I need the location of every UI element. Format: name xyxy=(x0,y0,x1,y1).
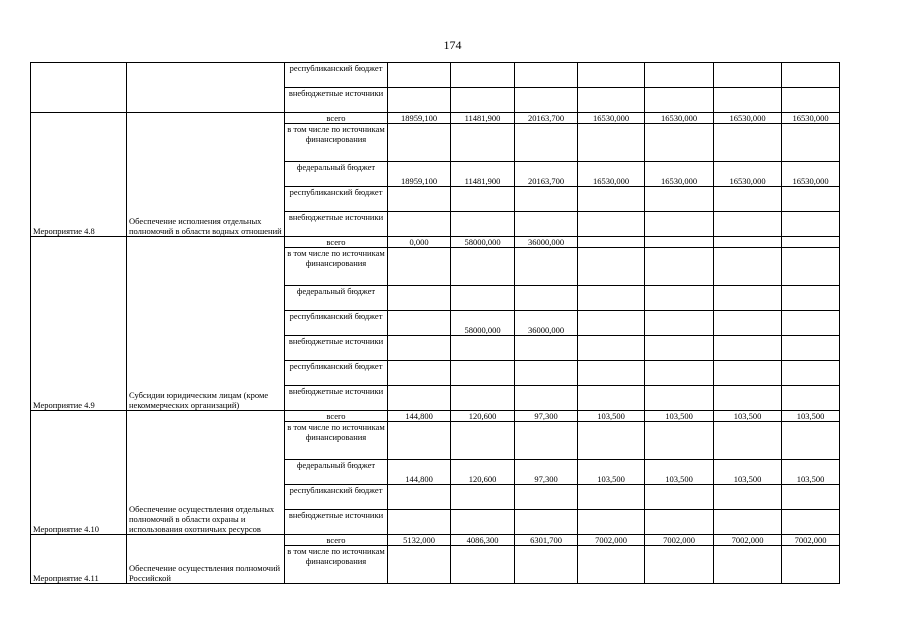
funding-source-cell: в том числе по источникам финансирования xyxy=(285,422,388,460)
value-cell xyxy=(578,510,645,535)
value-cell xyxy=(388,88,451,113)
value-cell: 0,000 xyxy=(388,237,451,248)
value-cell xyxy=(451,187,515,212)
funding-source-cell: в том числе по источникам финансирования xyxy=(285,124,388,162)
funding-source-cell: в том числе по источникам финансирования xyxy=(285,546,388,584)
value-cell: 4086,300 xyxy=(451,535,515,546)
value-cell: 58000,000 xyxy=(451,311,515,336)
value-cell: 7002,000 xyxy=(645,535,714,546)
value-cell xyxy=(645,63,714,88)
value-cell xyxy=(451,386,515,411)
value-cell: 16530,000 xyxy=(714,113,782,124)
value-cell xyxy=(714,88,782,113)
value-cell: 120,600 xyxy=(451,460,515,485)
value-cell xyxy=(782,88,840,113)
value-cell xyxy=(782,361,840,386)
value-cell xyxy=(388,361,451,386)
value-cell xyxy=(578,187,645,212)
value-cell xyxy=(714,237,782,248)
value-cell xyxy=(645,187,714,212)
value-cell xyxy=(515,212,578,237)
funding-source-cell: федеральный бюджет xyxy=(285,460,388,485)
value-cell xyxy=(782,422,840,460)
value-cell xyxy=(714,510,782,535)
value-cell xyxy=(782,546,840,584)
funding-source-cell: республиканский бюджет xyxy=(285,485,388,510)
value-cell xyxy=(515,510,578,535)
value-cell xyxy=(714,63,782,88)
funding-source-cell: внебюджетные источники xyxy=(285,88,388,113)
value-cell: 16530,000 xyxy=(714,162,782,187)
value-cell xyxy=(451,286,515,311)
value-cell xyxy=(782,485,840,510)
value-cell xyxy=(782,237,840,248)
value-cell xyxy=(578,311,645,336)
value-cell xyxy=(388,485,451,510)
value-cell xyxy=(515,336,578,361)
value-cell xyxy=(388,124,451,162)
value-cell xyxy=(645,212,714,237)
value-cell xyxy=(578,361,645,386)
value-cell xyxy=(645,248,714,286)
value-cell xyxy=(645,88,714,113)
value-cell: 7002,000 xyxy=(714,535,782,546)
value-cell xyxy=(451,510,515,535)
funding-source-cell: федеральный бюджет xyxy=(285,286,388,311)
value-cell xyxy=(515,248,578,286)
value-cell xyxy=(645,510,714,535)
value-cell: 103,500 xyxy=(645,460,714,485)
activity-cell xyxy=(31,63,127,113)
value-cell xyxy=(515,386,578,411)
value-cell xyxy=(714,361,782,386)
value-cell xyxy=(451,212,515,237)
budget-table xyxy=(30,62,840,584)
value-cell: 11481,900 xyxy=(451,113,515,124)
value-cell xyxy=(645,386,714,411)
value-cell xyxy=(782,187,840,212)
table-row xyxy=(31,535,840,546)
value-cell xyxy=(714,422,782,460)
value-cell: 97,300 xyxy=(515,460,578,485)
value-cell xyxy=(645,485,714,510)
value-cell xyxy=(645,546,714,584)
value-cell xyxy=(645,336,714,361)
value-cell xyxy=(388,422,451,460)
value-cell: 16530,000 xyxy=(782,113,840,124)
value-cell: 120,600 xyxy=(451,411,515,422)
value-cell xyxy=(451,485,515,510)
description-cell: Обеспечение осуществления полномочий Российской xyxy=(127,535,285,584)
value-cell xyxy=(578,124,645,162)
funding-source-cell: всего xyxy=(285,113,388,124)
value-cell xyxy=(388,187,451,212)
funding-source-cell: внебюджетные источники xyxy=(285,212,388,237)
page-number: 174 xyxy=(443,38,462,52)
value-cell: 6301,700 xyxy=(515,535,578,546)
value-cell xyxy=(388,63,451,88)
value-cell xyxy=(782,286,840,311)
value-cell: 103,500 xyxy=(714,411,782,422)
value-cell xyxy=(714,311,782,336)
value-cell xyxy=(388,286,451,311)
value-cell xyxy=(578,422,645,460)
value-cell xyxy=(388,311,451,336)
value-cell xyxy=(515,422,578,460)
table-row xyxy=(31,237,840,248)
value-cell xyxy=(388,546,451,584)
value-cell: 16530,000 xyxy=(578,162,645,187)
funding-source-cell: федеральный бюджет xyxy=(285,162,388,187)
value-cell xyxy=(451,63,515,88)
value-cell xyxy=(645,422,714,460)
value-cell: 7002,000 xyxy=(578,535,645,546)
value-cell: 16530,000 xyxy=(782,162,840,187)
funding-source-cell: в том числе по источникам финансирования xyxy=(285,248,388,286)
funding-source-cell: всего xyxy=(285,411,388,422)
value-cell: 36000,000 xyxy=(515,237,578,248)
value-cell: 18959,100 xyxy=(388,113,451,124)
value-cell xyxy=(645,286,714,311)
value-cell xyxy=(782,248,840,286)
table-row xyxy=(31,113,840,124)
value-cell: 103,500 xyxy=(578,460,645,485)
value-cell xyxy=(578,248,645,286)
value-cell xyxy=(578,237,645,248)
value-cell xyxy=(578,88,645,113)
value-cell xyxy=(515,485,578,510)
funding-source-cell: всего xyxy=(285,535,388,546)
value-cell xyxy=(714,336,782,361)
value-cell xyxy=(578,386,645,411)
value-cell xyxy=(451,546,515,584)
table-row xyxy=(31,411,840,422)
value-cell xyxy=(515,88,578,113)
value-cell xyxy=(578,546,645,584)
value-cell xyxy=(645,124,714,162)
value-cell: 5132,000 xyxy=(388,535,451,546)
value-cell xyxy=(782,510,840,535)
value-cell xyxy=(645,311,714,336)
value-cell xyxy=(578,286,645,311)
value-cell: 144,800 xyxy=(388,460,451,485)
value-cell xyxy=(515,124,578,162)
value-cell xyxy=(515,63,578,88)
value-cell: 16530,000 xyxy=(578,113,645,124)
funding-source-cell: республиканский бюджет xyxy=(285,63,388,88)
value-cell: 11481,900 xyxy=(451,162,515,187)
value-cell xyxy=(714,485,782,510)
value-cell xyxy=(388,336,451,361)
value-cell xyxy=(451,336,515,361)
funding-source-cell: внебюджетные источники xyxy=(285,386,388,411)
description-cell xyxy=(127,63,285,113)
value-cell xyxy=(782,124,840,162)
value-cell xyxy=(782,311,840,336)
value-cell: 103,500 xyxy=(714,460,782,485)
funding-source-cell: республиканский бюджет xyxy=(285,311,388,336)
value-cell: 144,800 xyxy=(388,411,451,422)
value-cell: 18959,100 xyxy=(388,162,451,187)
value-cell xyxy=(782,63,840,88)
funding-source-cell: республиканский бюджет xyxy=(285,361,388,386)
description-cell: Субсидии юридическим лицам (кроме некоммерческих организаций) xyxy=(127,237,285,411)
value-cell xyxy=(714,546,782,584)
value-cell xyxy=(515,286,578,311)
value-cell xyxy=(645,237,714,248)
value-cell xyxy=(714,187,782,212)
funding-source-cell: внебюджетные источники xyxy=(285,336,388,361)
value-cell: 20163,700 xyxy=(515,162,578,187)
value-cell xyxy=(388,510,451,535)
value-cell: 58000,000 xyxy=(451,237,515,248)
value-cell xyxy=(714,386,782,411)
value-cell xyxy=(714,212,782,237)
value-cell: 20163,700 xyxy=(515,113,578,124)
value-cell xyxy=(451,422,515,460)
value-cell xyxy=(451,361,515,386)
activity-cell: Мероприятие 4.9 xyxy=(31,237,127,411)
value-cell xyxy=(451,124,515,162)
activity-cell: Мероприятие 4.10 xyxy=(31,411,127,535)
value-cell xyxy=(388,212,451,237)
value-cell xyxy=(515,546,578,584)
value-cell xyxy=(388,386,451,411)
funding-source-cell: республиканский бюджет xyxy=(285,187,388,212)
value-cell: 16530,000 xyxy=(645,113,714,124)
value-cell: 36000,000 xyxy=(515,311,578,336)
value-cell xyxy=(515,361,578,386)
value-cell xyxy=(714,124,782,162)
value-cell xyxy=(645,361,714,386)
activity-cell: Мероприятие 4.11 xyxy=(31,535,127,584)
value-cell: 103,500 xyxy=(782,460,840,485)
value-cell xyxy=(578,212,645,237)
value-cell xyxy=(578,63,645,88)
value-cell xyxy=(714,248,782,286)
funding-source-cell: всего xyxy=(285,237,388,248)
value-cell xyxy=(782,386,840,411)
value-cell: 103,500 xyxy=(645,411,714,422)
value-cell: 103,500 xyxy=(578,411,645,422)
activity-cell: Мероприятие 4.8 xyxy=(31,113,127,237)
value-cell xyxy=(451,88,515,113)
description-cell: Обеспечение исполнения отдельных полномочий в области водных отношений xyxy=(127,113,285,237)
value-cell xyxy=(451,248,515,286)
value-cell: 103,500 xyxy=(782,411,840,422)
funding-source-cell: внебюджетные источники xyxy=(285,510,388,535)
value-cell: 97,300 xyxy=(515,411,578,422)
value-cell xyxy=(782,336,840,361)
value-cell xyxy=(782,212,840,237)
value-cell xyxy=(515,187,578,212)
value-cell xyxy=(578,485,645,510)
value-cell xyxy=(388,248,451,286)
value-cell xyxy=(578,336,645,361)
value-cell: 16530,000 xyxy=(645,162,714,187)
table-row xyxy=(31,63,840,88)
value-cell xyxy=(714,286,782,311)
description-cell: Обеспечение осуществления отдельных полномочий в области охраны и использования охотничьих ресурсов xyxy=(127,411,285,535)
value-cell: 7002,000 xyxy=(782,535,840,546)
